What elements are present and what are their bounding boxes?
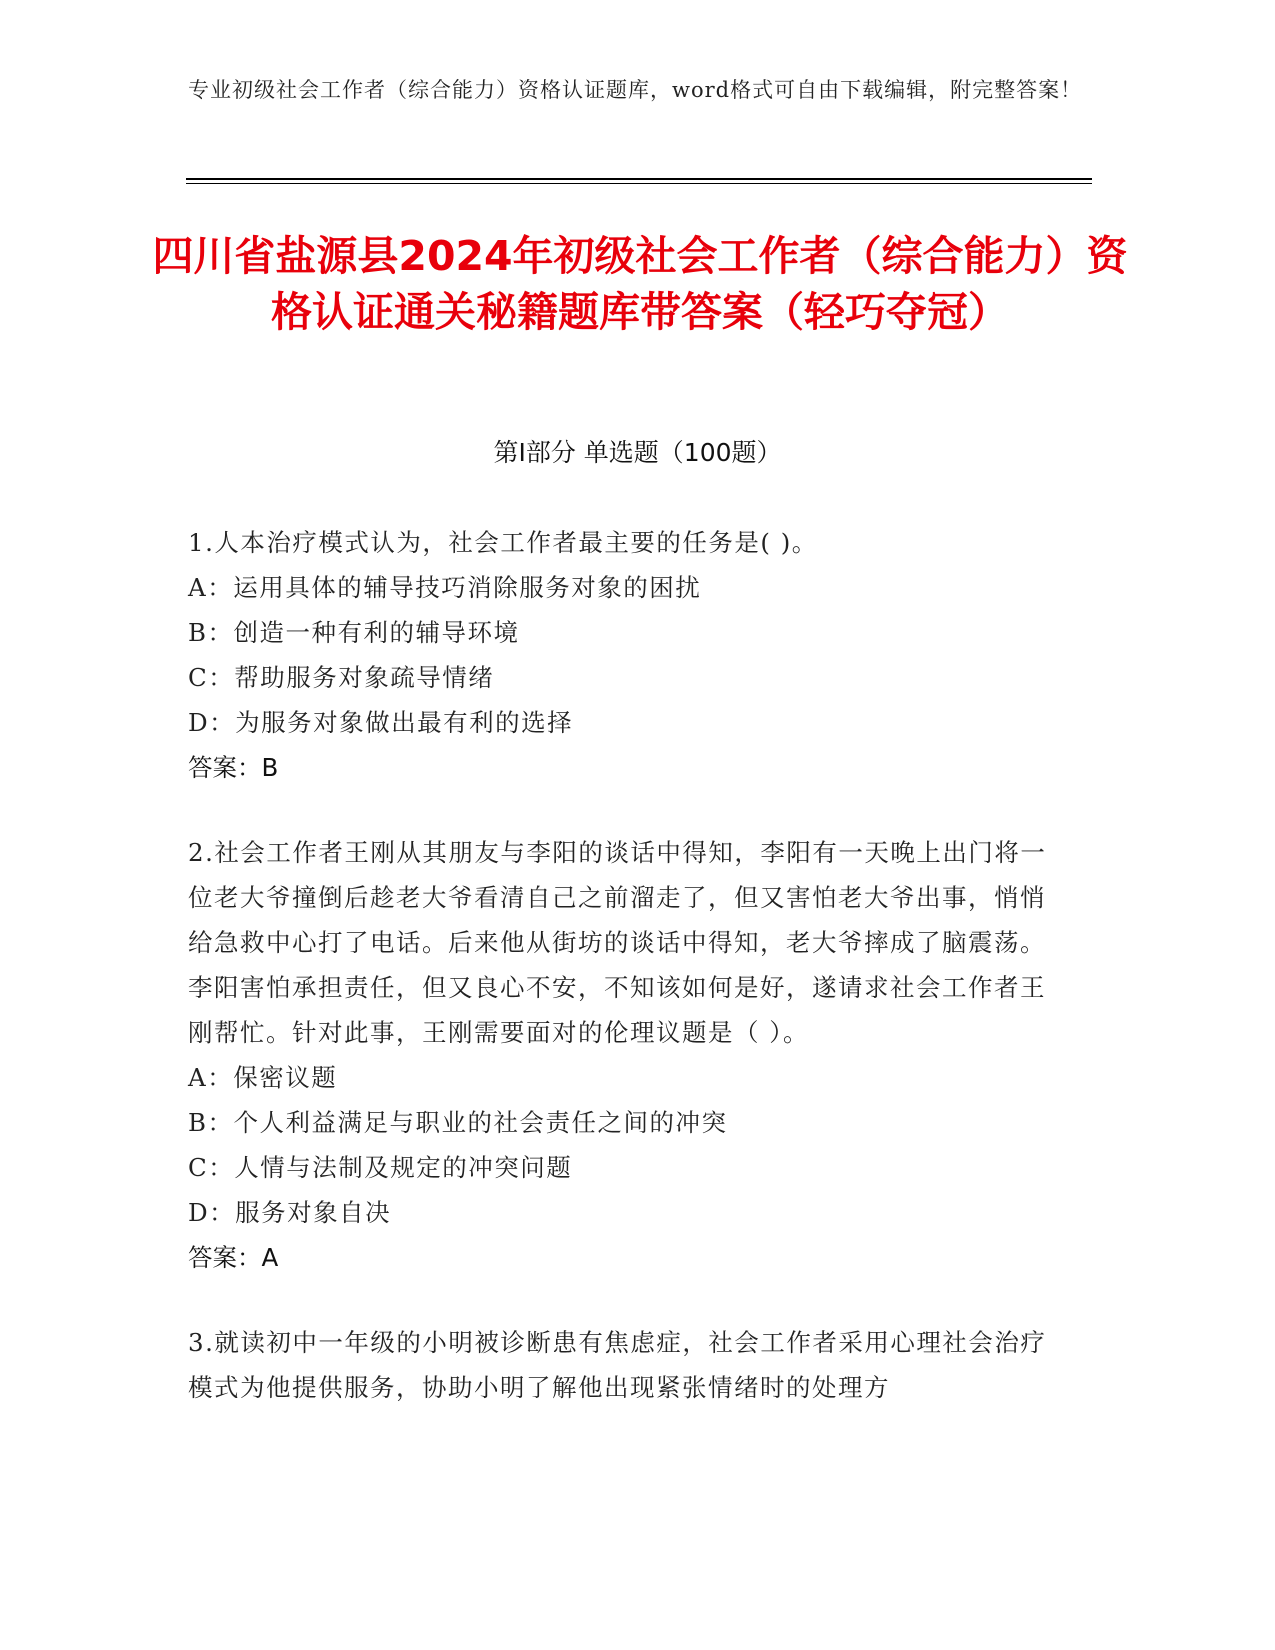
option-a: A：运用具体的辅导技巧消除服务对象的困扰 [188,573,702,602]
section-title: 第Ⅰ部分 单选题（100题） [493,438,782,467]
option-b: B：个人利益满足与职业的社会责任之间的冲突 [188,1108,728,1137]
option-d: D：服务对象自决 [188,1198,392,1227]
question-stem: 2.社会工作者王刚从其朋友与李阳的谈话中得知，李阳有一天晚上出门将一位老大爷撞倒后趁老大爷看清自己之前溜走了，但又害怕老大爷出事，悄悄给急救中心打了电话。后来他从街坊的谈话中得知，老大爷摔成了脑震荡。李阳害怕承担责任，但又良心不安，不知该如何是好，遂请求社会工作者王刚帮忙。针对此事，王刚需要面对的伦理议题是（ ）。 [188,838,1047,1047]
answer: 答案：A [188,1243,279,1272]
header-divider-thick [186,178,1092,180]
question-2 [188,830,1068,1280]
question-1 [188,520,1068,790]
option-b: B：创造一种有利的辅导环境 [188,618,520,647]
header-divider-thin [186,183,1092,184]
question-list [188,520,1068,1450]
question-stem: 1.人本治疗模式认为，社会工作者最主要的任务是( )。 [188,528,818,557]
document-title: 四川省盐源县2024年初级社会工作者（综合能力）资格认证通关秘籍题库带答案（轻巧夺冠） [152,232,1128,336]
question-3 [188,1320,1068,1410]
option-c: C：人情与法制及规定的冲突问题 [188,1153,573,1182]
option-c: C：帮助服务对象疏导情绪 [188,663,495,692]
question-stem: 3.就读初中一年级的小明被诊断患有焦虑症，社会工作者采用心理社会治疗模式为他提供服务，协助小明了解他出现紧张情绪时的处理方 [188,1328,1047,1402]
option-a: A：保密议题 [188,1063,338,1092]
answer: 答案：B [188,753,279,782]
header-note: 专业初级社会工作者（综合能力）资格认证题库，word格式可自由下载编辑，附完整答案！ [188,78,1083,102]
option-d: D：为服务对象做出最有利的选择 [188,708,574,737]
